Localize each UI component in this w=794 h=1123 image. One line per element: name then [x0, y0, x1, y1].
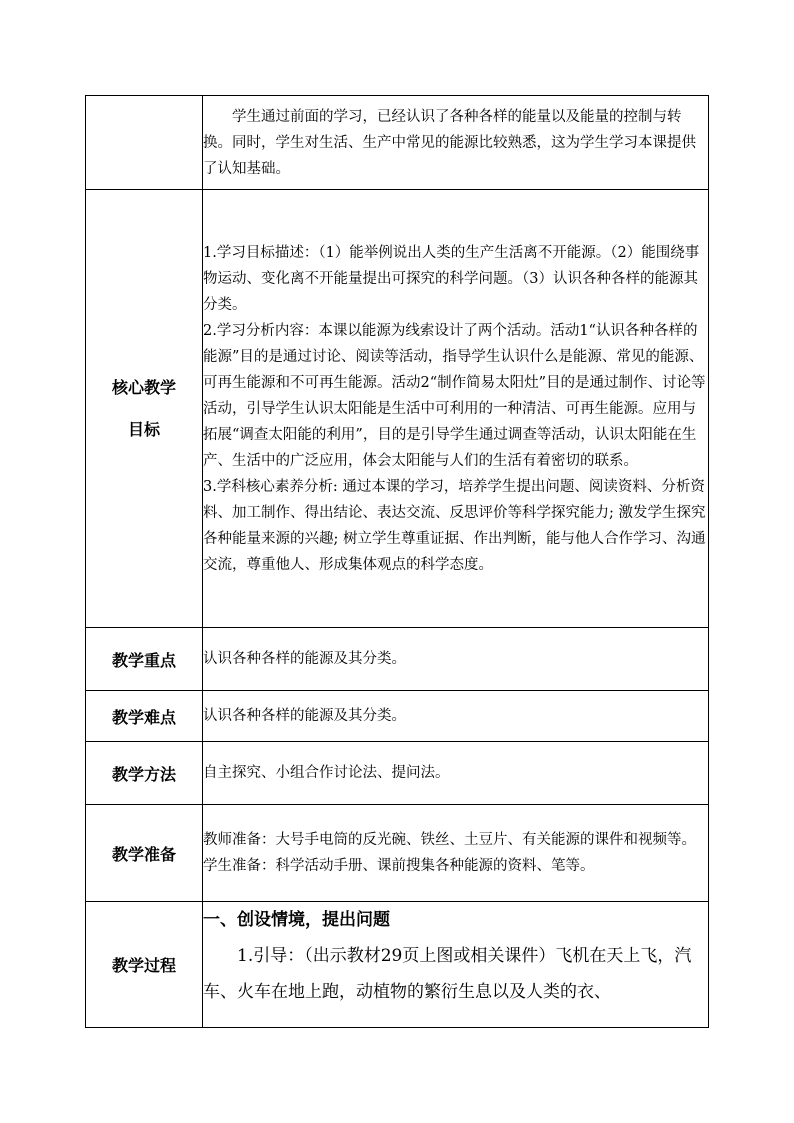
goals-content-cell — [203, 190, 709, 628]
preparation-label: 教学准备 — [86, 805, 203, 902]
intro-row — [86, 96, 709, 190]
difficulty-row — [86, 691, 709, 742]
key-point-text: 认识各种各样的能源及其分类。 — [203, 628, 709, 691]
goals-paragraph-3: 3.学科核心素养分析: 通过本课的学习，培养学生提出问题、阅读资料、分析资料、加工制作、得出结论、表达交流、反思评价等科学探究能力; 激发学生探究各种能量来源的兴趣; 树立学生尊重证据、作出判断，能与他人合作学习、沟通交流，尊重他人、形成集体观点的科学态度。 — [203, 478, 706, 573]
process-row — [86, 902, 709, 1028]
goals-paragraph-1: 1.学习目标描述：（1）能举例说出人类的生产生活离不开能源。（2）能围绕事物运动、变化离不开能量提出可探究的科学问题。（3）认识各种各样的能源其分类。 — [203, 244, 700, 313]
key-point-label: 教学重点 — [86, 628, 203, 691]
method-text: 自主探究、小组合作讨论法、提问法。 — [203, 742, 709, 805]
intro-content-cell — [203, 96, 709, 190]
process-content-cell — [203, 902, 709, 1028]
student-preparation: 学生准备：科学活动手册、课前搜集各种能源的资料、笔等。 — [203, 858, 595, 874]
lesson-plan-table — [85, 95, 709, 1028]
goals-label-line1: 核心教学 — [111, 377, 176, 397]
process-label: 教学过程 — [86, 902, 203, 1028]
method-row — [86, 742, 709, 805]
key-point-row — [86, 628, 709, 691]
method-label: 教学方法 — [86, 742, 203, 805]
teacher-preparation: 教师准备：大号手电筒的反光碗、铁丝、土豆片、有关能源的课件和视频等。 — [203, 832, 696, 848]
process-heading: 一、创设情境，提出问题 — [203, 910, 390, 930]
goals-paragraph-2: 2.学习分析内容：本课以能源为线索设计了两个活动。活动1“认识各种各样的能源”目的是通过讨论、阅读等活动，指导学生认识什么是能源、常见的能源、可再生能源和不可再生能源。活动2“制作简易太阳灶”目的是通过制作、讨论等活动，引导学生认识太阳能是生活中可利用的一种清洁、可再生能源。应用与拓展“调查太阳能的利用”，目的是引导学生通过调查等活动，认识太阳能在生产、生活中的广泛应用，体会太阳能与人们的生活有着密切的联系。 — [203, 322, 706, 469]
difficulty-text: 认识各种各样的能源及其分类。 — [203, 691, 709, 742]
preparation-content-cell — [203, 805, 709, 902]
intro-label-cell — [86, 96, 203, 190]
goals-row — [86, 190, 709, 628]
intro-text: 学生通过前面的学习，已经认识了各种各样的能量以及能量的控制与转换。同时，学生对生活、生产中常见的能源比较熟悉，这为学生学习本课提供了认知基础。 — [203, 108, 696, 177]
process-text: 1.引导：（出示教材29页上图或相关课件）飞机在天上飞，汽车、火车在地上跑，动植物的繁衍生息以及人类的衣、 — [203, 946, 692, 1002]
goals-label-line2: 目标 — [127, 419, 160, 439]
goals-label — [86, 190, 203, 628]
difficulty-label: 教学难点 — [86, 691, 203, 742]
preparation-row — [86, 805, 709, 902]
